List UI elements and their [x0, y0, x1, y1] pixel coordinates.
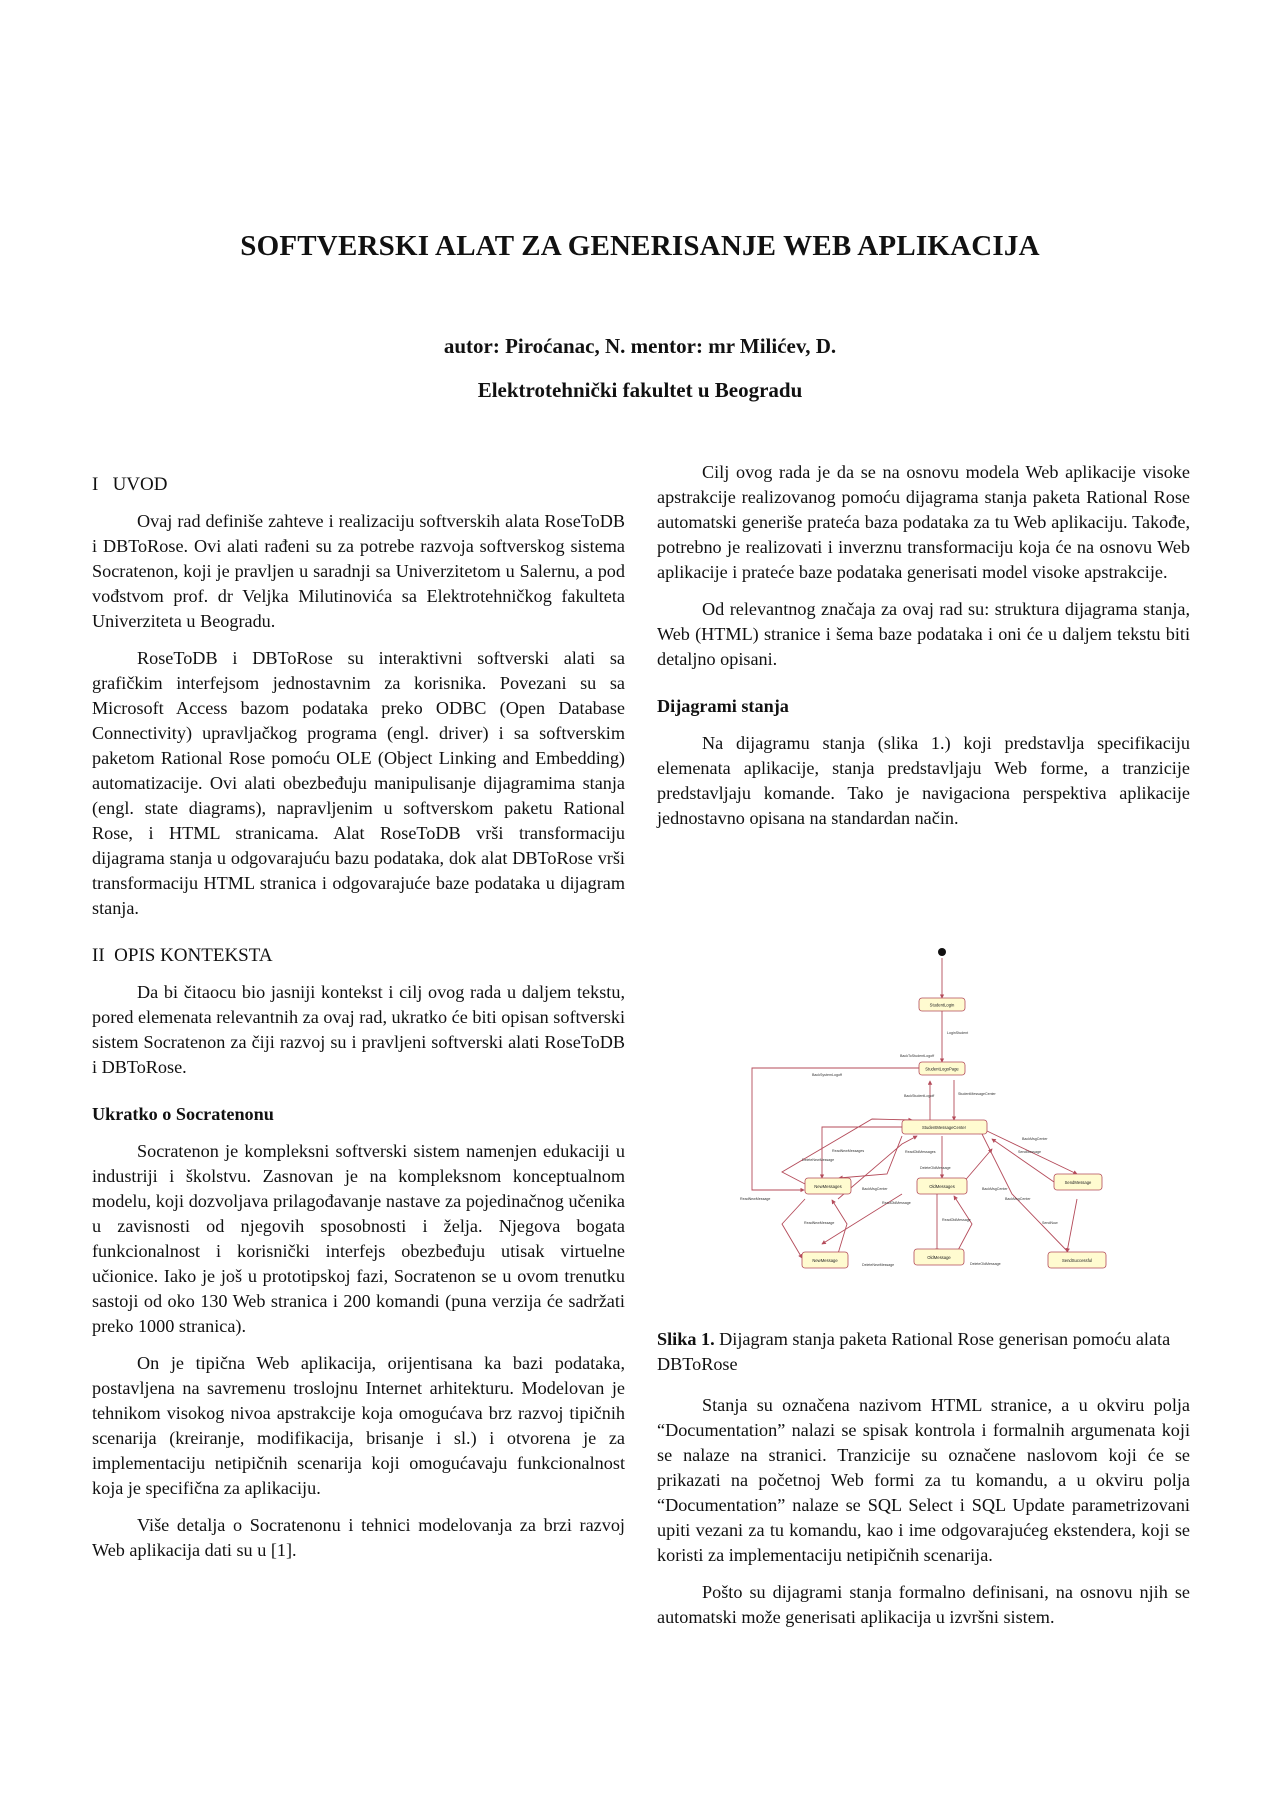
- state-send-message: [1054, 1174, 1102, 1190]
- state-diagram-figure: [722, 944, 1110, 1296]
- svg-text:StudentLogoPage: StudentLogoPage: [925, 1066, 959, 1072]
- transition-label: BackMsgCenter: [1005, 1197, 1031, 1201]
- svg-text:StudentLogin: StudentLogin: [929, 1002, 955, 1008]
- transition-label: BackMsgCenter: [1022, 1137, 1048, 1141]
- state-student-message-center: [902, 1120, 987, 1134]
- transition-label: BackStudentLogoff: [904, 1094, 935, 1098]
- svg-text:StudentMessageCenter: StudentMessageCenter: [922, 1125, 966, 1130]
- state-send-successful: [1048, 1252, 1106, 1268]
- svg-text:NewMessages: NewMessages: [814, 1184, 842, 1189]
- transition-label: LoginStudent: [947, 1031, 969, 1035]
- transition-label: ReadNewMessages: [832, 1149, 865, 1153]
- transition-label: SendNow: [1042, 1221, 1058, 1225]
- paragraph: Pošto su dijagrami stanja formalno definisani, na osnovu njih se automatski može generisati aplikacija u izvršni sistem.: [657, 1582, 1190, 1627]
- subsection-dijagrami-heading: Dijagrami stanja: [657, 696, 789, 716]
- transition-label: DeleteNewMessage: [802, 1158, 835, 1162]
- section-opis-konteksta-heading: II OPIS KONTEKSTA: [92, 945, 273, 966]
- right-column: [657, 460, 1190, 843]
- paragraph: Ovaj rad definiše zahteve i realizaciju softverskih alata RoseToDB i DBToRose. Ovi alati rađeni su za potrebe razvoja softverskog sistema Socratenon, koji je pravljen u saradnji sa Univerzitetom u Salernu, a pod vođstvom prof. dr Veljka Milutinovića sa Elektrotehničkog fakulteta Univerziteta u Beogradu.: [92, 511, 625, 631]
- right-column-lower: [657, 1393, 1190, 1642]
- svg-text:NewMessage: NewMessage: [812, 1258, 838, 1263]
- figure-caption: [657, 1327, 1190, 1377]
- transition-label: ReadOldMessage: [882, 1201, 911, 1205]
- paragraph: Stanja su označena nazivom HTML stranice, a u okviru polja “Documentation” nalazi se spisak kontrola i formalnih argumenata koji se nalaze na stranici. Tranzicije su označene naslovom koji će se prikazati na početnoj Web formi za tu komandu, a u okviru polja “Documentation” nalaze se SQL Select i SQL Update parametrizovani upiti vezani za tu komandu, kao i ime odgovarajućeg ekstendera, koji se koristi za implementaciju netipičnih scenarija.: [657, 1395, 1190, 1565]
- caption-text: Dijagram stanja paketa Rational Rose generisan pomoću alata DBToRose: [657, 1329, 1171, 1374]
- transition-label: BackSystemLogoff: [812, 1073, 842, 1077]
- transition-label: BackMsgCenter: [982, 1187, 1008, 1191]
- svg-text:OldMessage: OldMessage: [927, 1255, 951, 1260]
- caption-label: Slika 1.: [657, 1329, 715, 1349]
- initial-state-marker: [938, 948, 946, 956]
- state-new-messages: [805, 1178, 851, 1194]
- transition-label: DeleteOldMessage: [920, 1166, 951, 1170]
- state-old-message: [914, 1249, 964, 1265]
- transition-label: StudentMessageCenter: [958, 1092, 996, 1096]
- subsection-socratenon-heading: Ukratko o Socratenonu: [92, 1104, 274, 1124]
- paragraph: Socratenon je kompleksni softverski sistem namenjen edukaciji u industriji i školstvu. Zasnovan je na kompleksnom konceptualnom modelu, koji dozvoljava prilagođavanje nastave za pojedinačnog učenika u zavisnosti od njegovih sposobnosti i želja. Njegova bogata funkcionalnost i korisnički interfejs obezbeđuju utisak virtuelne učionice. Iako je još u prototipskoj fazi, Socratenon se u ovom trenutku sastoji od oko 130 Web stranica i 200 komandi (puna verzija će sadržati preko 1000 stranica).: [92, 1141, 625, 1336]
- paragraph: Na dijagramu stanja (slika 1.) koji predstavlja specifikaciju elemenata aplikacije, stanja predstavljaju Web forme, a tranzicije predstavljaju komande. Tako je navigaciona perspektiva aplikacije jednostavno opisana na standardan način.: [657, 733, 1190, 828]
- transition-label: BackToStudentLogoff: [900, 1054, 935, 1058]
- transition-label: ReadOldMessages: [905, 1150, 936, 1154]
- paragraph: RoseToDB i DBToRose su interaktivni softverski alati sa grafičkim interfejsom jednostavnim za korisnika. Povezani su sa Microsoft Access bazom podataka preko ODBC (Open Database Connectivity) upravljačkog programa (engl. driver) i sa softverskim paketom Rational Rose pomoću OLE (Object Linking and Embedding) automatizacije. Ovi alati obezbeđuju manipulisanje dijagramima stanja (engl. state diagrams), napravljenim u softverskom paketu Rational Rose, i HTML stranicama. Alat RoseToDB vrši transformaciju dijagrama stanja u odgovarajuću bazu podataka, dok alat DBToRose vrši transformaciju HTML stranica i odgovarajuće baze podataka u dijagram stanja.: [92, 648, 625, 918]
- paragraph: On je tipična Web aplikacija, orijentisana ka bazi podataka, postavljena na savremenu troslojnu Internet arhitekturu. Modelovan je tehnikom visokog nivoa apstrakcije koja omogućava brz razvoj tipičnih scenarija (kreiranje, modifikacija, brisanje i sl.) i otvorena je za implementaciju netipičnih scenarija koji omogućavaju funkcionalnost koja je specifična za aplikaciju.: [92, 1353, 625, 1498]
- left-column: [92, 472, 625, 1575]
- state-new-message: [802, 1252, 848, 1268]
- transition-label: ReadNewMessage: [804, 1221, 835, 1225]
- transition-label: BackMsgCenter: [862, 1187, 888, 1191]
- paragraph: Da bi čitaocu bio jasniji kontekst i cilj ovog rada u daljem tekstu, pored elemenata relevantnih za ovaj rad, ukratko će biti opisan softverski sistem Socratenon za čiji razvoj su i pravljeni softverski alati RoseToDB i DBToRose.: [92, 982, 625, 1077]
- affiliation: Elektrotehnički fakultet u Beogradu: [477, 378, 803, 402]
- transition-label: DeleteOldMessage: [970, 1262, 1001, 1266]
- state-student-logo-page: [919, 1062, 965, 1075]
- svg-text:SendMessage: SendMessage: [1064, 1180, 1092, 1185]
- svg-text:OldMessages: OldMessages: [929, 1184, 955, 1189]
- section-uvod-heading: I UVOD: [92, 474, 168, 495]
- transition-label: ReadNewMessage: [740, 1197, 771, 1201]
- transition-label: SendMessage: [1018, 1150, 1041, 1154]
- paragraph: Od relevantnog značaja za ovaj rad su: struktura dijagrama stanja, Web (HTML) stranice i šema baze podataka i oni će u daljem tekstu biti detaljno opisani.: [657, 599, 1190, 669]
- paragraph: Cilj ovog rada je da se na osnovu modela Web aplikacije visoke apstrakcije realizovanog pomoću dijagrama stanja paketa Rational Rose automatski generiše prateća baza podataka za tu Web aplikaciju. Takođe, potrebno je realizovati i inverznu transformaciju koja će na osnovu Web aplikacije i prateće baze podataka generisati model visoke apstrakcije.: [657, 462, 1190, 582]
- state-old-messages: [917, 1178, 967, 1194]
- paragraph: Više detalja o Socratenonu i tehnici modelovanja za brzi razvoj Web aplikacija dati su u [1].: [92, 1515, 625, 1560]
- svg-text:SendSuccessful: SendSuccessful: [1061, 1258, 1093, 1263]
- transition-label: ReadOldMessage: [942, 1218, 971, 1222]
- transition-label: DeleteNewMessage: [862, 1263, 895, 1267]
- paper-title: SOFTVERSKI ALAT ZA GENERISANJE WEB APLIKACIJA: [240, 230, 1040, 262]
- author-line: autor: Piroćanac, N. mentor: mr Milićev, D.: [443, 334, 837, 358]
- state-student-login: [919, 998, 965, 1011]
